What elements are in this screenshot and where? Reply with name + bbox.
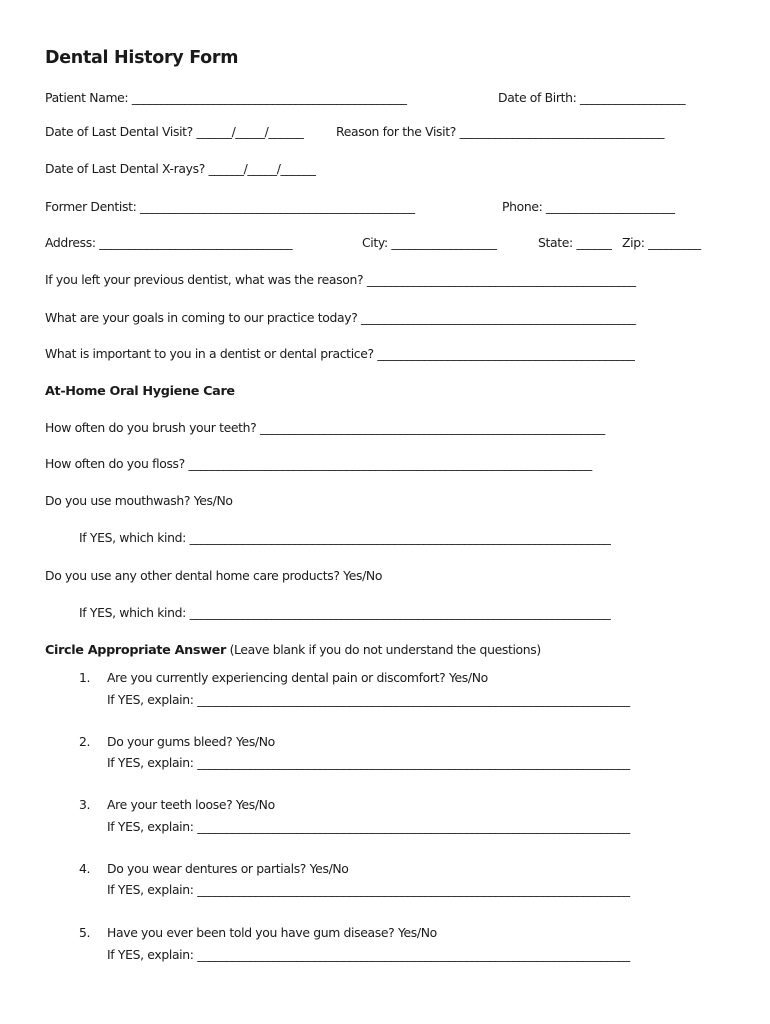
last-dental-visit-field[interactable]: Date of Last Dental Visit? ______/_____/______ xyxy=(45,124,304,139)
question-text[interactable]: Have you ever been told you have gum disease? Yes/No xyxy=(107,925,437,940)
city-field[interactable]: City: __________________ xyxy=(362,235,497,250)
question-text[interactable]: Are you currently experiencing dental pain or discomfort? Yes/No xyxy=(107,670,488,685)
last-xrays-field[interactable]: Date of Last Dental X-rays? ______/_____/______ xyxy=(45,161,316,176)
reason-for-visit-field[interactable]: Reason for the Visit? ___________________________________ xyxy=(336,124,665,139)
former-dentist-field[interactable]: Former Dentist: _______________________________________________ xyxy=(45,199,415,214)
form-title: Dental History Form xyxy=(45,48,239,68)
address-field[interactable]: Address: _________________________________ xyxy=(45,235,293,250)
explain-field[interactable]: If YES, explain: __________________________________________________________________________ xyxy=(107,947,630,962)
explain-field[interactable]: If YES, explain: __________________________________________________________________________ xyxy=(107,882,630,897)
floss-frequency-field[interactable]: How often do you floss? _____________________________________________________________________ xyxy=(45,456,592,471)
hygiene-heading: At-Home Oral Hygiene Care xyxy=(45,384,235,399)
brush-frequency-field[interactable]: How often do you brush your teeth? ___________________________________________________________ xyxy=(45,420,605,435)
goals-field[interactable]: What are your goals in coming to our practice today? _______________________________________________ xyxy=(45,310,636,325)
question-text[interactable]: Are your teeth loose? Yes/No xyxy=(107,797,275,812)
circle-heading-row xyxy=(45,642,541,659)
patient-name-field[interactable]: Patient Name: _______________________________________________ xyxy=(45,90,407,105)
other-products-question[interactable]: Do you use any other dental home care products? Yes/No xyxy=(45,568,383,583)
question-number: 5. xyxy=(79,925,91,940)
question-number: 2. xyxy=(79,734,91,749)
important-field[interactable]: What is important to you in a dentist or dental practice? ____________________________________________ xyxy=(45,346,635,361)
question-text[interactable]: Do you wear dentures or partials? Yes/No xyxy=(107,861,349,876)
date-of-birth-field[interactable]: Date of Birth: __________________ xyxy=(498,90,686,105)
explain-field[interactable]: If YES, explain: __________________________________________________________________________ xyxy=(107,755,630,770)
state-field[interactable]: State: ______ xyxy=(538,235,612,250)
circle-heading: Circle Appropriate Answer xyxy=(45,643,226,658)
question-text[interactable]: Do your gums bleed? Yes/No xyxy=(107,734,275,749)
zip-field[interactable]: Zip: _________ xyxy=(622,235,701,250)
mouthwash-question[interactable]: Do you use mouthwash? Yes/No xyxy=(45,493,233,508)
left-previous-dentist-field[interactable]: If you left your previous dentist, what was the reason? ______________________________________________ xyxy=(45,272,636,287)
question-number: 3. xyxy=(79,797,91,812)
question-number: 1. xyxy=(79,670,91,685)
explain-field[interactable]: If YES, explain: __________________________________________________________________________ xyxy=(107,692,630,707)
circle-note: (Leave blank if you do not understand the questions) xyxy=(229,642,541,657)
question-number: 4. xyxy=(79,861,91,876)
mouthwash-kind-field[interactable]: If YES, which kind: ________________________________________________________________________ xyxy=(79,530,611,545)
phone-field[interactable]: Phone: ______________________ xyxy=(502,199,675,214)
explain-field[interactable]: If YES, explain: __________________________________________________________________________ xyxy=(107,819,630,834)
other-products-kind-field[interactable]: If YES, which kind: ________________________________________________________________________ xyxy=(79,605,611,620)
